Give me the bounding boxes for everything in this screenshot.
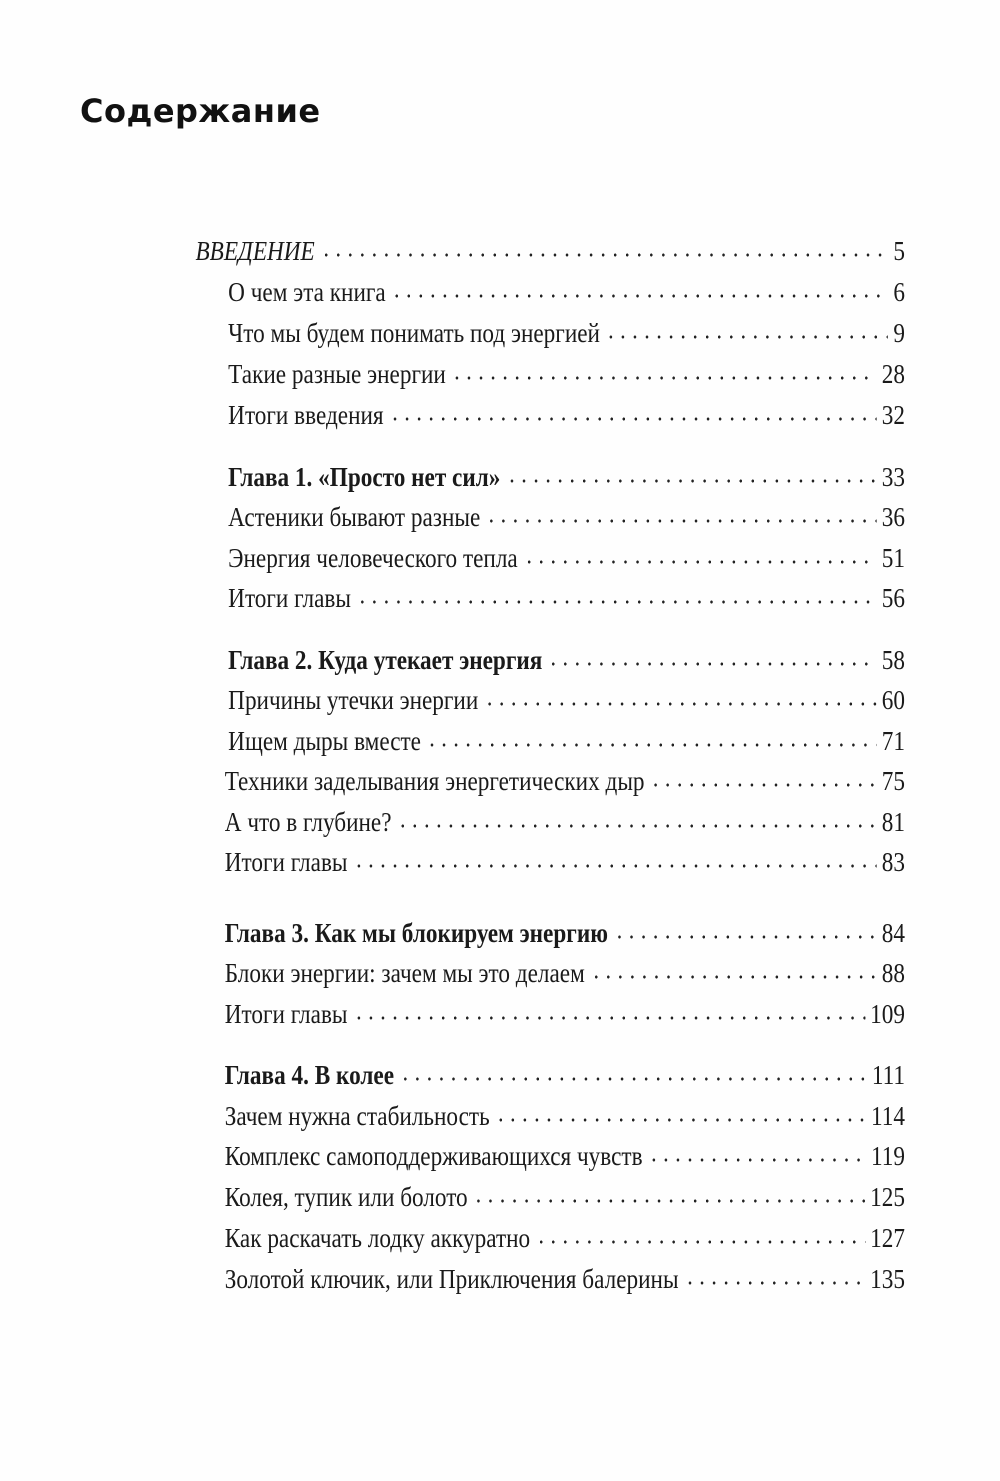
dot-leader xyxy=(485,519,876,523)
toc-page-number: 119 xyxy=(871,1141,905,1171)
dot-leader xyxy=(391,294,888,298)
dot-leader xyxy=(506,479,877,483)
toc-chapter-4[interactable] xyxy=(225,1058,905,1092)
toc-chapter-1[interactable] xyxy=(228,460,905,494)
toc-page-number: 60 xyxy=(881,685,905,715)
toc-chapter-label: Глава 3. Как мы блокируем энергию xyxy=(224,918,608,948)
dot-leader xyxy=(648,1158,866,1162)
toc-entry[interactable] xyxy=(225,1180,905,1214)
page-title: Содержание xyxy=(80,92,321,130)
toc-page-number: 6 xyxy=(893,277,905,307)
toc-page-number: 32 xyxy=(881,400,905,430)
toc-entry-label: Что мы будем понимать под энергией xyxy=(228,318,600,348)
toc-chapter-label: Глава 1. «Просто нет сил» xyxy=(228,462,501,492)
toc-entry[interactable] xyxy=(225,956,905,990)
toc-page-number: 81 xyxy=(881,807,905,837)
toc-page-number: 5 xyxy=(893,236,905,266)
toc-entry-label: Техники заделывания энергетических дыр xyxy=(224,766,645,796)
toc-entry[interactable] xyxy=(228,316,905,350)
toc-page-number: 84 xyxy=(881,918,905,948)
toc-page-number: 135 xyxy=(870,1264,905,1294)
toc-entry[interactable] xyxy=(225,764,905,798)
toc-entry-label: Такие разные энергии xyxy=(228,359,446,389)
dot-leader xyxy=(356,600,877,604)
dot-leader xyxy=(399,1077,867,1081)
toc-entry-label: Ищем дыры вместе xyxy=(228,726,421,756)
toc-page-number: 111 xyxy=(871,1060,905,1090)
toc-entry[interactable] xyxy=(228,357,905,391)
toc-entry[interactable] xyxy=(225,997,905,1031)
toc-page-number: 125 xyxy=(870,1182,905,1212)
toc-page-number: 127 xyxy=(870,1223,905,1253)
toc-entry[interactable] xyxy=(228,541,905,575)
toc-entry-label: Астеники бывают разные xyxy=(228,502,481,532)
dot-leader xyxy=(353,1016,865,1020)
toc-entry-label: Итоги введения xyxy=(228,400,384,430)
dot-leader xyxy=(547,662,876,666)
toc-page-number: 51 xyxy=(881,543,905,573)
toc-entry[interactable] xyxy=(228,724,905,758)
toc-entry[interactable] xyxy=(225,1262,905,1296)
dot-leader xyxy=(650,783,877,787)
dot-leader xyxy=(483,702,876,706)
toc-entry-label: ВВЕДЕНИЕ xyxy=(195,236,315,266)
toc-entry-label: Итоги главы xyxy=(224,847,348,877)
toc-entry[interactable] xyxy=(225,845,905,879)
dot-leader xyxy=(535,1240,865,1244)
dot-leader xyxy=(605,335,888,339)
toc-entry-label: А что в глубине? xyxy=(224,807,392,837)
toc-page-number: 71 xyxy=(881,726,905,756)
toc-page-number: 36 xyxy=(881,502,905,532)
toc-entry[interactable] xyxy=(228,581,905,615)
toc-page-number: 33 xyxy=(881,462,905,492)
toc-entry[interactable] xyxy=(228,500,905,534)
dot-leader xyxy=(613,935,877,939)
toc-page-number: 9 xyxy=(893,318,905,348)
toc-page-number: 75 xyxy=(881,766,905,796)
toc-entry-label: Колея, тупик или болото xyxy=(224,1182,468,1212)
toc-chapter-label: Глава 2. Куда утекает энергия xyxy=(228,645,543,675)
dot-leader xyxy=(353,864,877,868)
toc-page-number: 109 xyxy=(870,999,905,1029)
toc-chapter-3[interactable] xyxy=(225,916,905,950)
dot-leader xyxy=(451,376,877,380)
dot-leader xyxy=(523,560,877,564)
toc-entry-label: О чем эта книга xyxy=(228,277,386,307)
toc-entry-label: Как раскачать лодку аккуратно xyxy=(224,1223,531,1253)
toc-entry-label: Энергия человеческого тепла xyxy=(228,543,518,573)
dot-leader xyxy=(473,1199,865,1203)
toc-page-number: 114 xyxy=(871,1101,905,1131)
toc-entry[interactable] xyxy=(228,275,905,309)
toc-page-number: 83 xyxy=(881,847,905,877)
dot-leader xyxy=(590,975,877,979)
dot-leader xyxy=(320,253,888,257)
toc-entry-label: Причины утечки энергии xyxy=(228,685,479,715)
toc-entry-label: Блоки энергии: зачем мы это делаем xyxy=(224,958,585,988)
toc-entry-label: Зачем нужна стабильность xyxy=(224,1101,490,1131)
toc-entry-label: Итоги главы xyxy=(224,999,348,1029)
toc-page-number: 88 xyxy=(881,958,905,988)
toc-entry[interactable] xyxy=(228,398,905,432)
toc-entry[interactable] xyxy=(225,1139,905,1173)
toc-entry[interactable] xyxy=(225,805,905,839)
toc-entry[interactable] xyxy=(225,1099,905,1133)
dot-leader xyxy=(397,824,877,828)
toc-chapter-label: Глава 4. В колее xyxy=(224,1060,395,1090)
dot-leader xyxy=(389,417,877,421)
toc-page-number: 58 xyxy=(881,645,905,675)
dot-leader xyxy=(684,1281,865,1285)
dot-leader xyxy=(495,1118,866,1122)
toc-page-number: 28 xyxy=(881,359,905,389)
toc-entry[interactable] xyxy=(225,1221,905,1255)
toc-entry-label: Золотой ключик, или Приключения балерины xyxy=(224,1264,679,1294)
toc-entry-label: Итоги главы xyxy=(228,583,351,613)
toc-chapter-2[interactable] xyxy=(228,643,905,677)
toc-entry[interactable] xyxy=(228,683,905,717)
toc-section-intro[interactable] xyxy=(196,234,906,268)
toc-page-number: 56 xyxy=(881,583,905,613)
toc-entry-label: Комплекс самоподдерживающихся чувств xyxy=(224,1141,643,1171)
dot-leader xyxy=(426,743,876,747)
